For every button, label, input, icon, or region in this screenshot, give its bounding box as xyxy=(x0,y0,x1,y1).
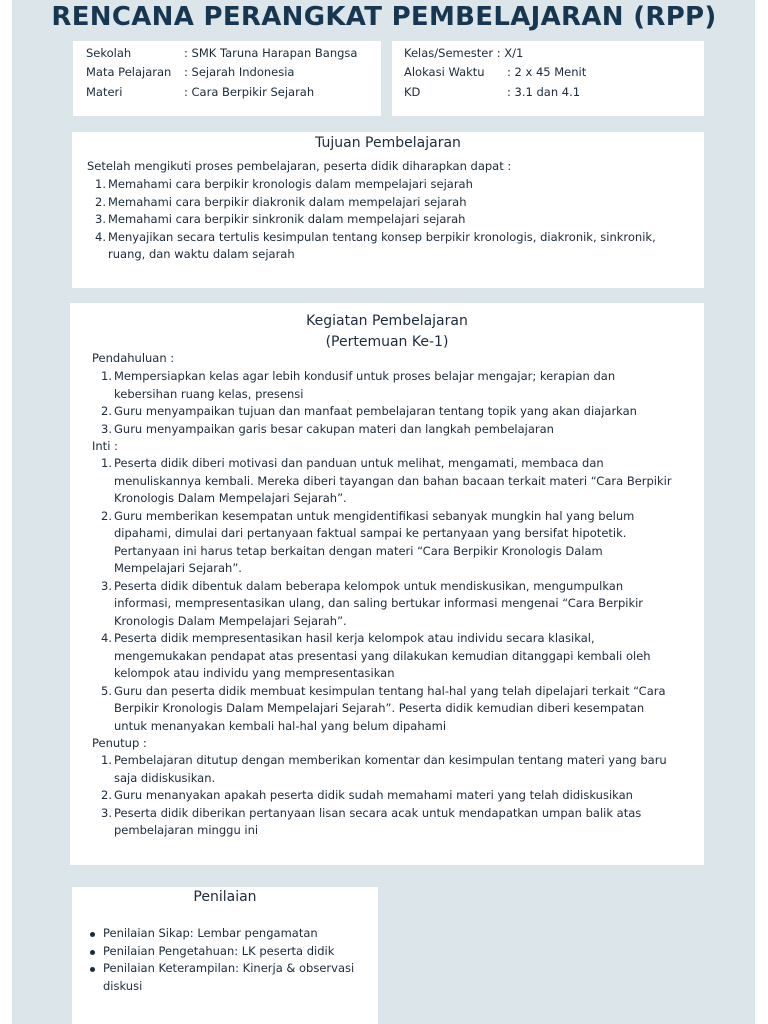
pendahuluan-list xyxy=(95,368,675,438)
pendahuluan-label: Pendahuluan : xyxy=(92,351,175,365)
info-row-sekolah xyxy=(86,46,357,60)
tujuan-card xyxy=(72,132,704,288)
info-label: Kelas/Semester xyxy=(404,46,494,60)
bullet-icon xyxy=(90,950,95,955)
list-item: 3. Guru menyampaikan garis besar cakupan materi dan langkah pembelajaran xyxy=(101,421,554,436)
penilaian-card xyxy=(72,887,378,1024)
bullet-icon xyxy=(90,967,95,972)
list-item: Penilaian Sikap: Lembar pengamatan xyxy=(89,925,371,943)
info-value: : X/1 xyxy=(496,46,524,60)
info-value: : Sejarah Indonesia xyxy=(184,65,295,79)
bullet-icon xyxy=(90,932,95,937)
list-item: 2. Guru menanyakan apakah peserta didik sudah memahami materi yang telah didiskusikan xyxy=(101,788,633,802)
info-label: KD xyxy=(404,85,421,99)
tujuan-list xyxy=(89,176,679,264)
list-item: Penilaian Keterampilan: Kinerja & observasi diskusi xyxy=(89,960,371,995)
info-row-mata-pelajaran xyxy=(86,65,294,79)
inti-list xyxy=(95,455,675,735)
info-value: : SMK Taruna Harapan Bangsa xyxy=(184,46,358,60)
kegiatan-subheading: (Pertemuan Ke-1) xyxy=(325,334,449,350)
tujuan-heading: Tujuan Pembelajaran xyxy=(315,135,461,151)
list-item: 3. Peserta didik diberikan pertanyaan lisan secara acak untuk mendapatkan umpan balik atas pembelajaran minggu ini xyxy=(101,805,642,837)
list-item: 4. Peserta didik mempresentasikan hasil kerja kelompok atau individu secara klasikal, mengemukakan pendapat atas presentasi yang dilakukan kemudian ditanggapi kembali oleh kelompok atau individu yang mempresentasikan xyxy=(101,631,651,680)
info-card-right xyxy=(392,41,704,116)
tujuan-intro: Setelah mengikuti proses pembelajaran, peserta didik diharapkan dapat : xyxy=(87,159,512,173)
info-value: : Cara Berpikir Sejarah xyxy=(184,85,315,99)
info-row-materi xyxy=(86,85,314,99)
penutup-list xyxy=(95,752,675,840)
list-item: 1. Pembelajaran ditutup dengan memberikan komentar dan kesimpulan tentang materi yang baru saja didiskusikan. xyxy=(101,753,667,785)
list-item: 4. Menyajikan secara tertulis kesimpulan tentang konsep berpikir kronologis, diakronik, sinkronik, ruang, dan waktu dalam sejarah xyxy=(95,229,656,261)
info-card-left xyxy=(73,41,381,116)
penilaian-heading: Penilaian xyxy=(193,889,257,905)
info-value: : 2 x 45 Menit xyxy=(507,65,587,79)
penutup-label: Penutup : xyxy=(92,736,147,750)
info-row-kelas-semester xyxy=(404,46,523,60)
list-item: 1. Mempersiapkan kelas agar lebih kondusif untuk proses belajar mengajar; kerapian dan kebersihan ruang kelas, presensi xyxy=(101,369,616,401)
list-item: 3. Peserta didik dibentuk dalam beberapa kelompok untuk mendiskusikan, mengumpulkan informasi, mempresentasikan ulang, dan saling bertukar informasi mengenai “Cara Berpikir Kronologis Dalam Mempelajari Sejarah”. xyxy=(101,578,644,628)
kegiatan-card xyxy=(70,303,704,865)
list-item: 2. Guru memberikan kesempatan untuk mengidentifikasi sebanyak mungkin hal yang belum dipahami, dimulai dari pertanyaan faktual sampai ke pertanyaan yang bersifat hipotetik. Pertanyaan ini harus tetap berkaitan dengan materi “Cara Berpikir Kronologis Dalam Mempelajari Sejarah”. xyxy=(101,508,635,575)
list-item: Penilaian Pengetahuan: LK peserta didik xyxy=(89,943,371,961)
list-item: 2. Guru menyampaikan tujuan dan manfaat pembelajaran tentang topik yang akan diajarkan xyxy=(101,404,637,418)
info-label: Sekolah xyxy=(86,46,132,60)
list-item: 1. Peserta didik diberi motivasi dan panduan untuk melihat, mengamati, membaca dan menuliskannya kembali. Mereka diberi tayangan dan bahan bacaan terkait materi “Cara Berpikir Kronologis Dalam Mempelajari Sejarah”. xyxy=(101,456,672,505)
list-item: 5. Guru dan peserta didik membuat kesimpulan tentang hal-hal yang telah dipelajari terkait “Cara Berpikir Kronologis Dalam Mempelajari Sejarah”. Peserta didik kemudian diberi kesempatan untuk menanyakan kembali hal-hal yang belum dipahami xyxy=(101,683,666,733)
kegiatan-heading: Kegiatan Pembelajaran xyxy=(306,313,468,329)
penilaian-list xyxy=(89,925,371,995)
info-row-alokasi-waktu xyxy=(404,65,586,79)
list-item: 2. Memahami cara berpikir diakronik dalam mempelajari sejarah xyxy=(95,194,467,209)
info-label: Materi xyxy=(86,85,123,99)
info-row-kd xyxy=(404,85,580,99)
page-title: RENCANA PERANGKAT PEMBELAJARAN (RPP) xyxy=(51,2,717,32)
info-label: Alokasi Waktu xyxy=(404,65,485,79)
inti-label: Inti : xyxy=(92,439,118,453)
list-item: 1. Memahami cara berpikir kronologis dalam mempelajari sejarah xyxy=(95,177,473,191)
info-label: Mata Pelajaran xyxy=(86,65,172,79)
info-value: : 3.1 dan 4.1 xyxy=(507,85,581,99)
list-item: 3. Memahami cara berpikir sinkronik dalam mempelajari sejarah xyxy=(95,212,466,226)
